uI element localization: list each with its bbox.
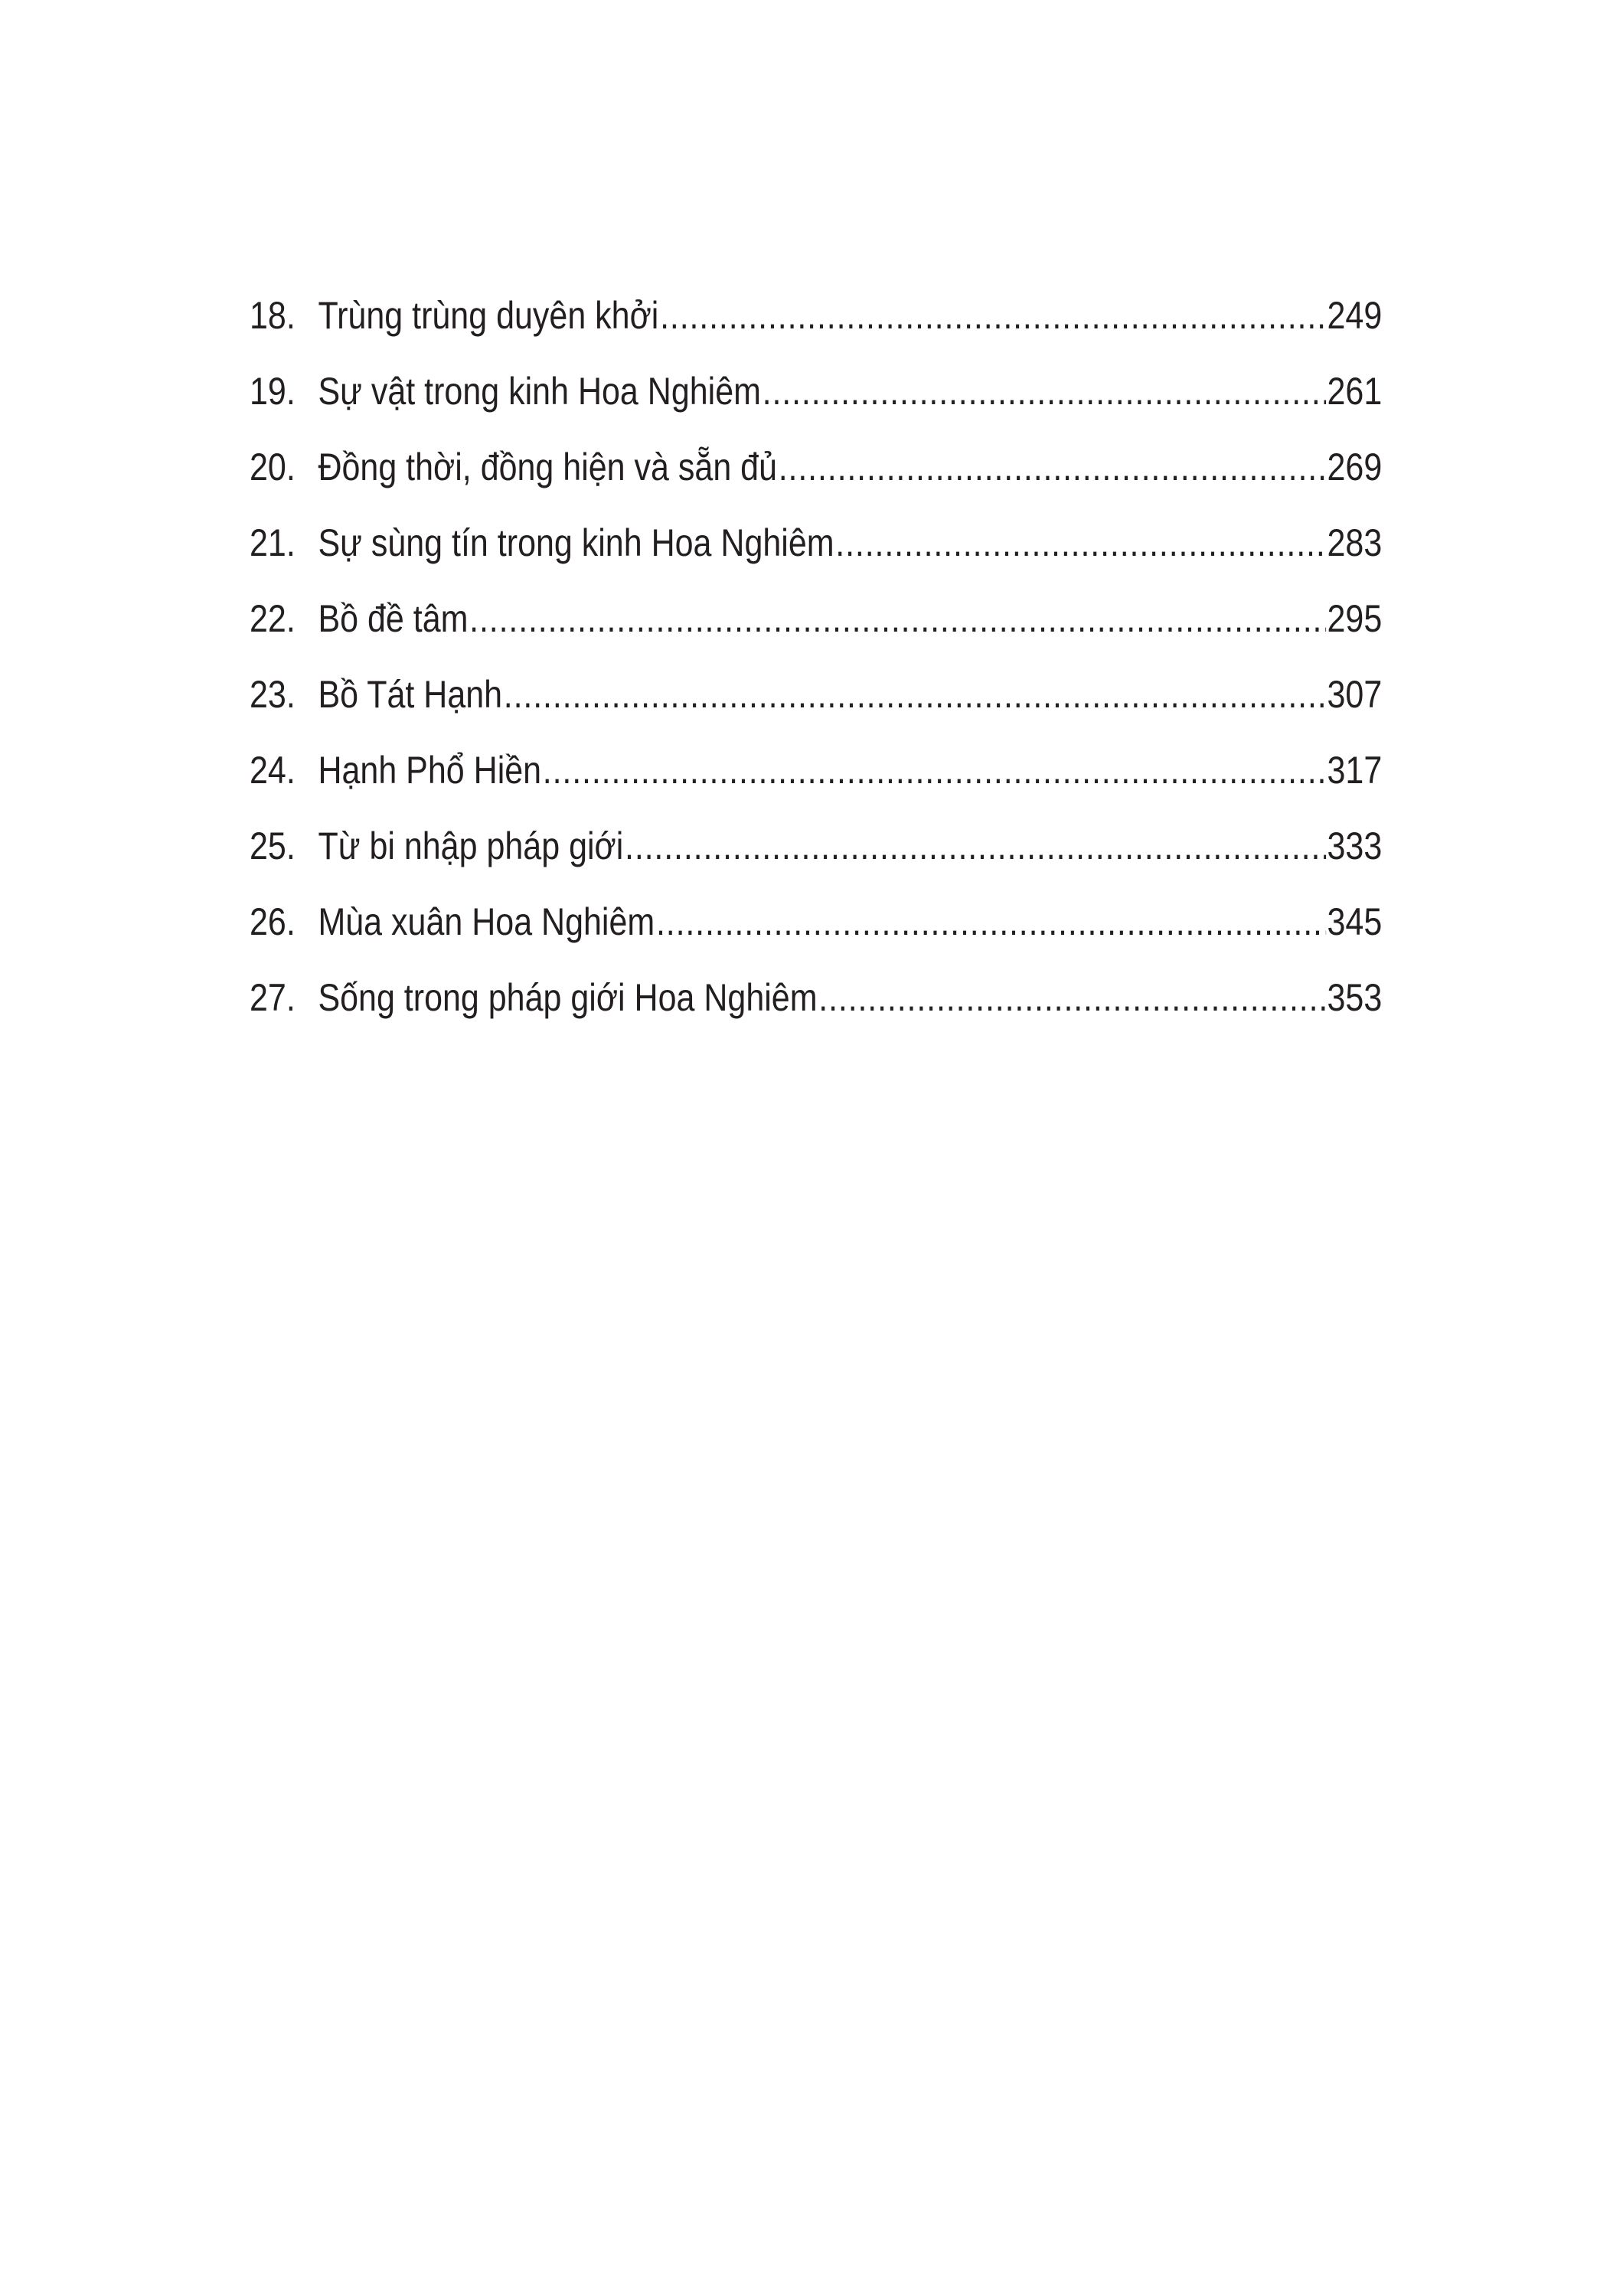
toc-entry[interactable] [250, 596, 1382, 671]
toc-entry[interactable] [250, 671, 1382, 747]
toc-entry-page: 307 [1327, 673, 1383, 716]
toc-entry[interactable] [250, 368, 1382, 444]
toc-entry-number: 27. [250, 976, 296, 1019]
toc-dot-leader [818, 975, 1326, 1021]
toc-entry-number: 25. [250, 825, 296, 867]
toc-entry-number: 24. [250, 749, 296, 792]
toc-entry[interactable] [250, 899, 1382, 975]
toc-entry-page: 353 [1327, 976, 1383, 1019]
toc-dot-leader [625, 823, 1326, 869]
toc-entry[interactable] [250, 292, 1382, 368]
toc-entry-page: 333 [1327, 825, 1383, 867]
toc-entry-title: Hạnh Phổ Hiền [318, 749, 542, 792]
toc-dot-leader [779, 444, 1326, 490]
toc-entry-page: 283 [1327, 521, 1383, 564]
toc-entry[interactable] [250, 520, 1382, 596]
toc-entry-title: Sống trong pháp giới Hoa Nghiêm [318, 976, 818, 1019]
toc-entry-page: 345 [1327, 900, 1383, 943]
toc-dot-leader [656, 899, 1326, 945]
toc-entry-title: Bồ đề tâm [318, 597, 469, 640]
toc-entry[interactable] [250, 975, 1382, 1050]
toc-entry-page: 269 [1327, 446, 1383, 488]
toc-dot-leader [469, 596, 1326, 642]
toc-entry-number: 26. [250, 900, 296, 943]
toc-entry-number: 18. [250, 294, 296, 337]
table-of-contents [250, 292, 1382, 1050]
toc-entry-title: Sự sùng tín trong kinh Hoa Nghiêm [318, 521, 834, 564]
toc-entry[interactable] [250, 444, 1382, 520]
toc-dot-leader [763, 368, 1326, 414]
toc-entry[interactable] [250, 747, 1382, 823]
toc-entry[interactable] [250, 823, 1382, 899]
toc-entry-title: Trùng trùng duyên khởi [318, 294, 659, 337]
toc-entry-number: 19. [250, 370, 296, 413]
toc-entry-page: 317 [1327, 749, 1383, 792]
toc-entry-number: 22. [250, 597, 296, 640]
toc-entry-title: Đồng thời, đồng hiện và sẵn đủ [318, 446, 778, 488]
toc-entry-title: Từ bi nhập pháp giới [318, 825, 624, 867]
toc-entry-page: 249 [1327, 294, 1383, 337]
toc-dot-leader [543, 747, 1326, 793]
toc-entry-number: 20. [250, 446, 296, 488]
toc-entry-title: Bồ Tát Hạnh [318, 673, 503, 716]
toc-entry-number: 23. [250, 673, 296, 716]
toc-entry-page: 295 [1327, 597, 1383, 640]
toc-entry-number: 21. [250, 521, 296, 564]
toc-dot-leader [660, 292, 1326, 338]
toc-entry-page: 261 [1327, 370, 1383, 413]
toc-entry-title: Mùa xuân Hoa Nghiêm [318, 900, 655, 943]
toc-entry-title: Sự vật trong kinh Hoa Nghiêm [318, 370, 761, 413]
toc-dot-leader [835, 520, 1325, 566]
toc-dot-leader [504, 671, 1326, 717]
